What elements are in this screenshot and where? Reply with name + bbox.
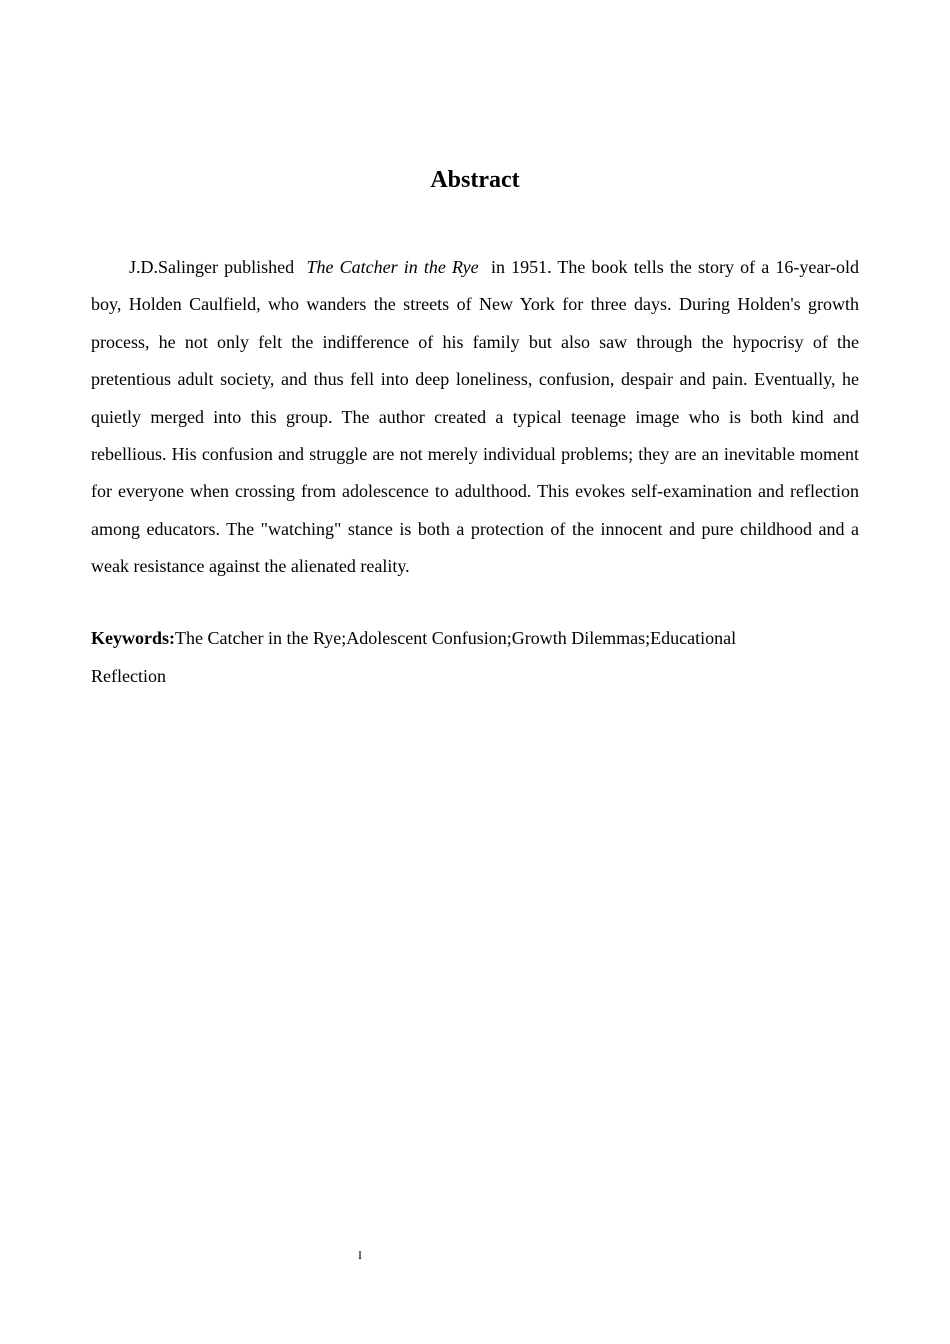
page-title: Abstract: [430, 167, 520, 193]
keywords-label: Keywords:: [91, 628, 175, 648]
abstract-intro: J.D.Salinger published: [129, 257, 295, 277]
book-title: The Catcher in the Rye: [306, 257, 479, 277]
keywords-value: The Catcher in the Rye;Adolescent Confusion;Growth Dilemmas;Educational Reflection: [91, 628, 737, 686]
page-number: I: [358, 1248, 362, 1262]
abstract-paragraph: [91, 249, 859, 586]
abstract-text: in 1951. The book tells the story of a 16-year-old boy, Holden Caulfield, who wanders the streets of New York for three days. During Holden's growth process, he not only felt the indifference of his family but also saw through the hypocrisy of the pretentious adult society, and thus fell into deep loneliness, confusion, despair and pain. Eventually, he quietly merged into this group. The author created a typical teenage image who is both kind and rebellious. His confusion and struggle are not merely individual problems; they are an inevitable moment for everyone when crossing from adolescence to adulthood. This evokes self-examination and reflection among educators. The "watching" stance is both a protection of the innocent and pure childhood and a weak resistance against the alienated reality.: [91, 257, 859, 577]
keywords-line: [91, 619, 791, 695]
